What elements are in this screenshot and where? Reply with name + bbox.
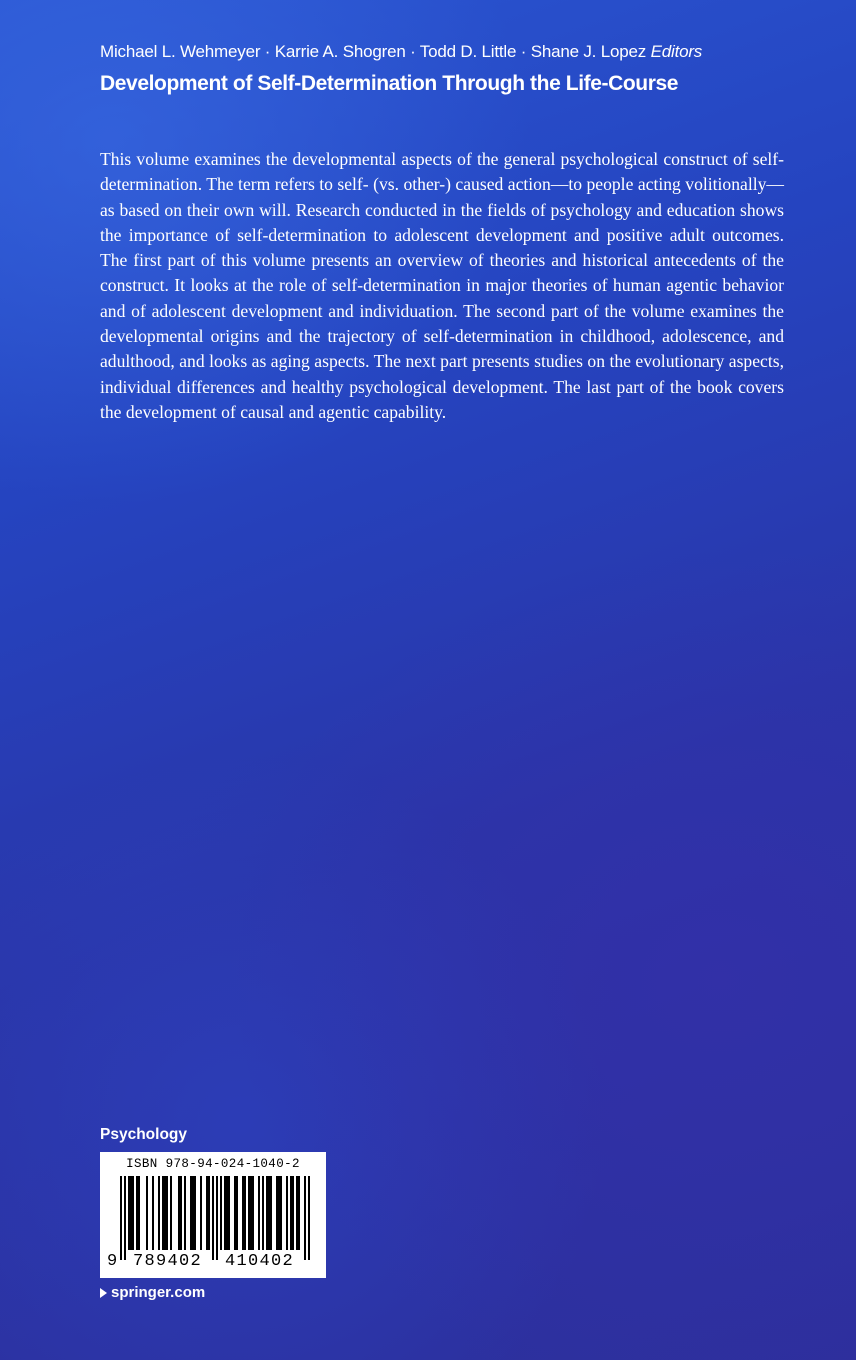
- barcode-bar: [248, 1176, 250, 1250]
- barcode-bar: [258, 1176, 260, 1250]
- barcode-bar: [296, 1176, 298, 1250]
- barcode-bar: [252, 1176, 254, 1250]
- barcode-bar: [298, 1176, 300, 1250]
- barcode-bar: [194, 1176, 196, 1250]
- barcode-bar: [290, 1176, 292, 1250]
- barcode-bar: [242, 1176, 244, 1250]
- barcode-bar: [158, 1176, 160, 1250]
- triangle-arrow-icon: [100, 1288, 107, 1298]
- barcode-bar: [200, 1176, 202, 1250]
- barcode-bar: [206, 1176, 208, 1250]
- barcode-bar: [132, 1176, 134, 1250]
- barcode-bar: [262, 1176, 264, 1250]
- barcode-bar: [124, 1176, 126, 1260]
- barcode-bar: [270, 1176, 272, 1250]
- barcode-bar: [128, 1176, 130, 1250]
- barcode-bar: [178, 1176, 180, 1250]
- barcode-bar: [234, 1176, 236, 1250]
- barcode-bar: [304, 1176, 306, 1260]
- barcode-bar: [278, 1176, 280, 1250]
- barcode-bar: [224, 1176, 226, 1250]
- barcode-bar: [268, 1176, 270, 1250]
- publisher-website[interactable]: [100, 1284, 205, 1301]
- barcode-bar: [138, 1176, 140, 1250]
- barcode-bar: [228, 1176, 230, 1250]
- barcode-bar: [146, 1176, 148, 1250]
- barcode-bar: [120, 1176, 122, 1260]
- editors-names: Michael L. Wehmeyer · Karrie A. Shogren · Todd D. Little · Shane J. Lopez: [100, 42, 647, 61]
- barcode-bar: [162, 1176, 164, 1250]
- barcode-digit-first: 9: [107, 1252, 118, 1271]
- publisher-website-label: springer.com: [111, 1284, 206, 1301]
- barcode-bar: [130, 1176, 132, 1250]
- barcode-bar: [192, 1176, 194, 1250]
- book-title: Development of Self-Determination Through the Life-Course: [100, 72, 679, 95]
- barcode-bar: [236, 1176, 238, 1250]
- barcode-bar: [308, 1176, 310, 1260]
- barcode-bar: [250, 1176, 252, 1250]
- barcode-bar: [292, 1176, 294, 1250]
- barcode-digits-left: 789402: [133, 1252, 203, 1271]
- barcode-bar: [152, 1176, 154, 1250]
- barcode-bar: [244, 1176, 246, 1250]
- barcode-bar: [184, 1176, 186, 1250]
- barcode-bar: [208, 1176, 210, 1250]
- subject-category: Psychology: [100, 1126, 187, 1143]
- barcode-bar: [166, 1176, 168, 1250]
- barcode-bar: [180, 1176, 182, 1250]
- isbn-label: ISBN 978-94-024-1040-2: [126, 1157, 300, 1171]
- barcode-bar: [190, 1176, 192, 1250]
- barcode-digits-right: 410402: [225, 1252, 295, 1271]
- barcode-bar: [226, 1176, 228, 1250]
- barcode-bar: [280, 1176, 282, 1250]
- barcode-bar: [170, 1176, 172, 1250]
- book-description: This volume examines the developmental aspects of the general psychological construct of self-determination. The term refers to self- (vs. other-) caused action—to people acting volitionally—as based on their own will. Research conducted in the fields of psychology and education shows the importance of self-determination to adolescent development and positive adult outcomes. The first part of this volume presents an overview of theories and historical antecedents of the construct. It looks at the role of self-determination in major theories of human agentic behavior and of adolescent development and individuation. The second part of the volume examines the developmental origins and the trajectory of self-determination in childhood, adolescence, and adulthood, and looks as aging aspects. The next part presents studies on the evolutionary aspects, individual differences and healthy psychological development. The last part of the book covers the development of causal and agentic capability.: [100, 149, 784, 422]
- barcode-bar: [136, 1176, 138, 1250]
- isbn-barcode: [100, 1152, 326, 1278]
- editors-line: [100, 42, 800, 62]
- barcode-bar: [216, 1176, 218, 1260]
- barcode-bar: [212, 1176, 214, 1260]
- barcode-bar: [164, 1176, 166, 1250]
- barcode-bar: [286, 1176, 288, 1250]
- editors-role: Editors: [650, 42, 703, 61]
- barcode-bar: [276, 1176, 278, 1250]
- barcode-bar: [266, 1176, 268, 1250]
- barcode-bar: [220, 1176, 222, 1250]
